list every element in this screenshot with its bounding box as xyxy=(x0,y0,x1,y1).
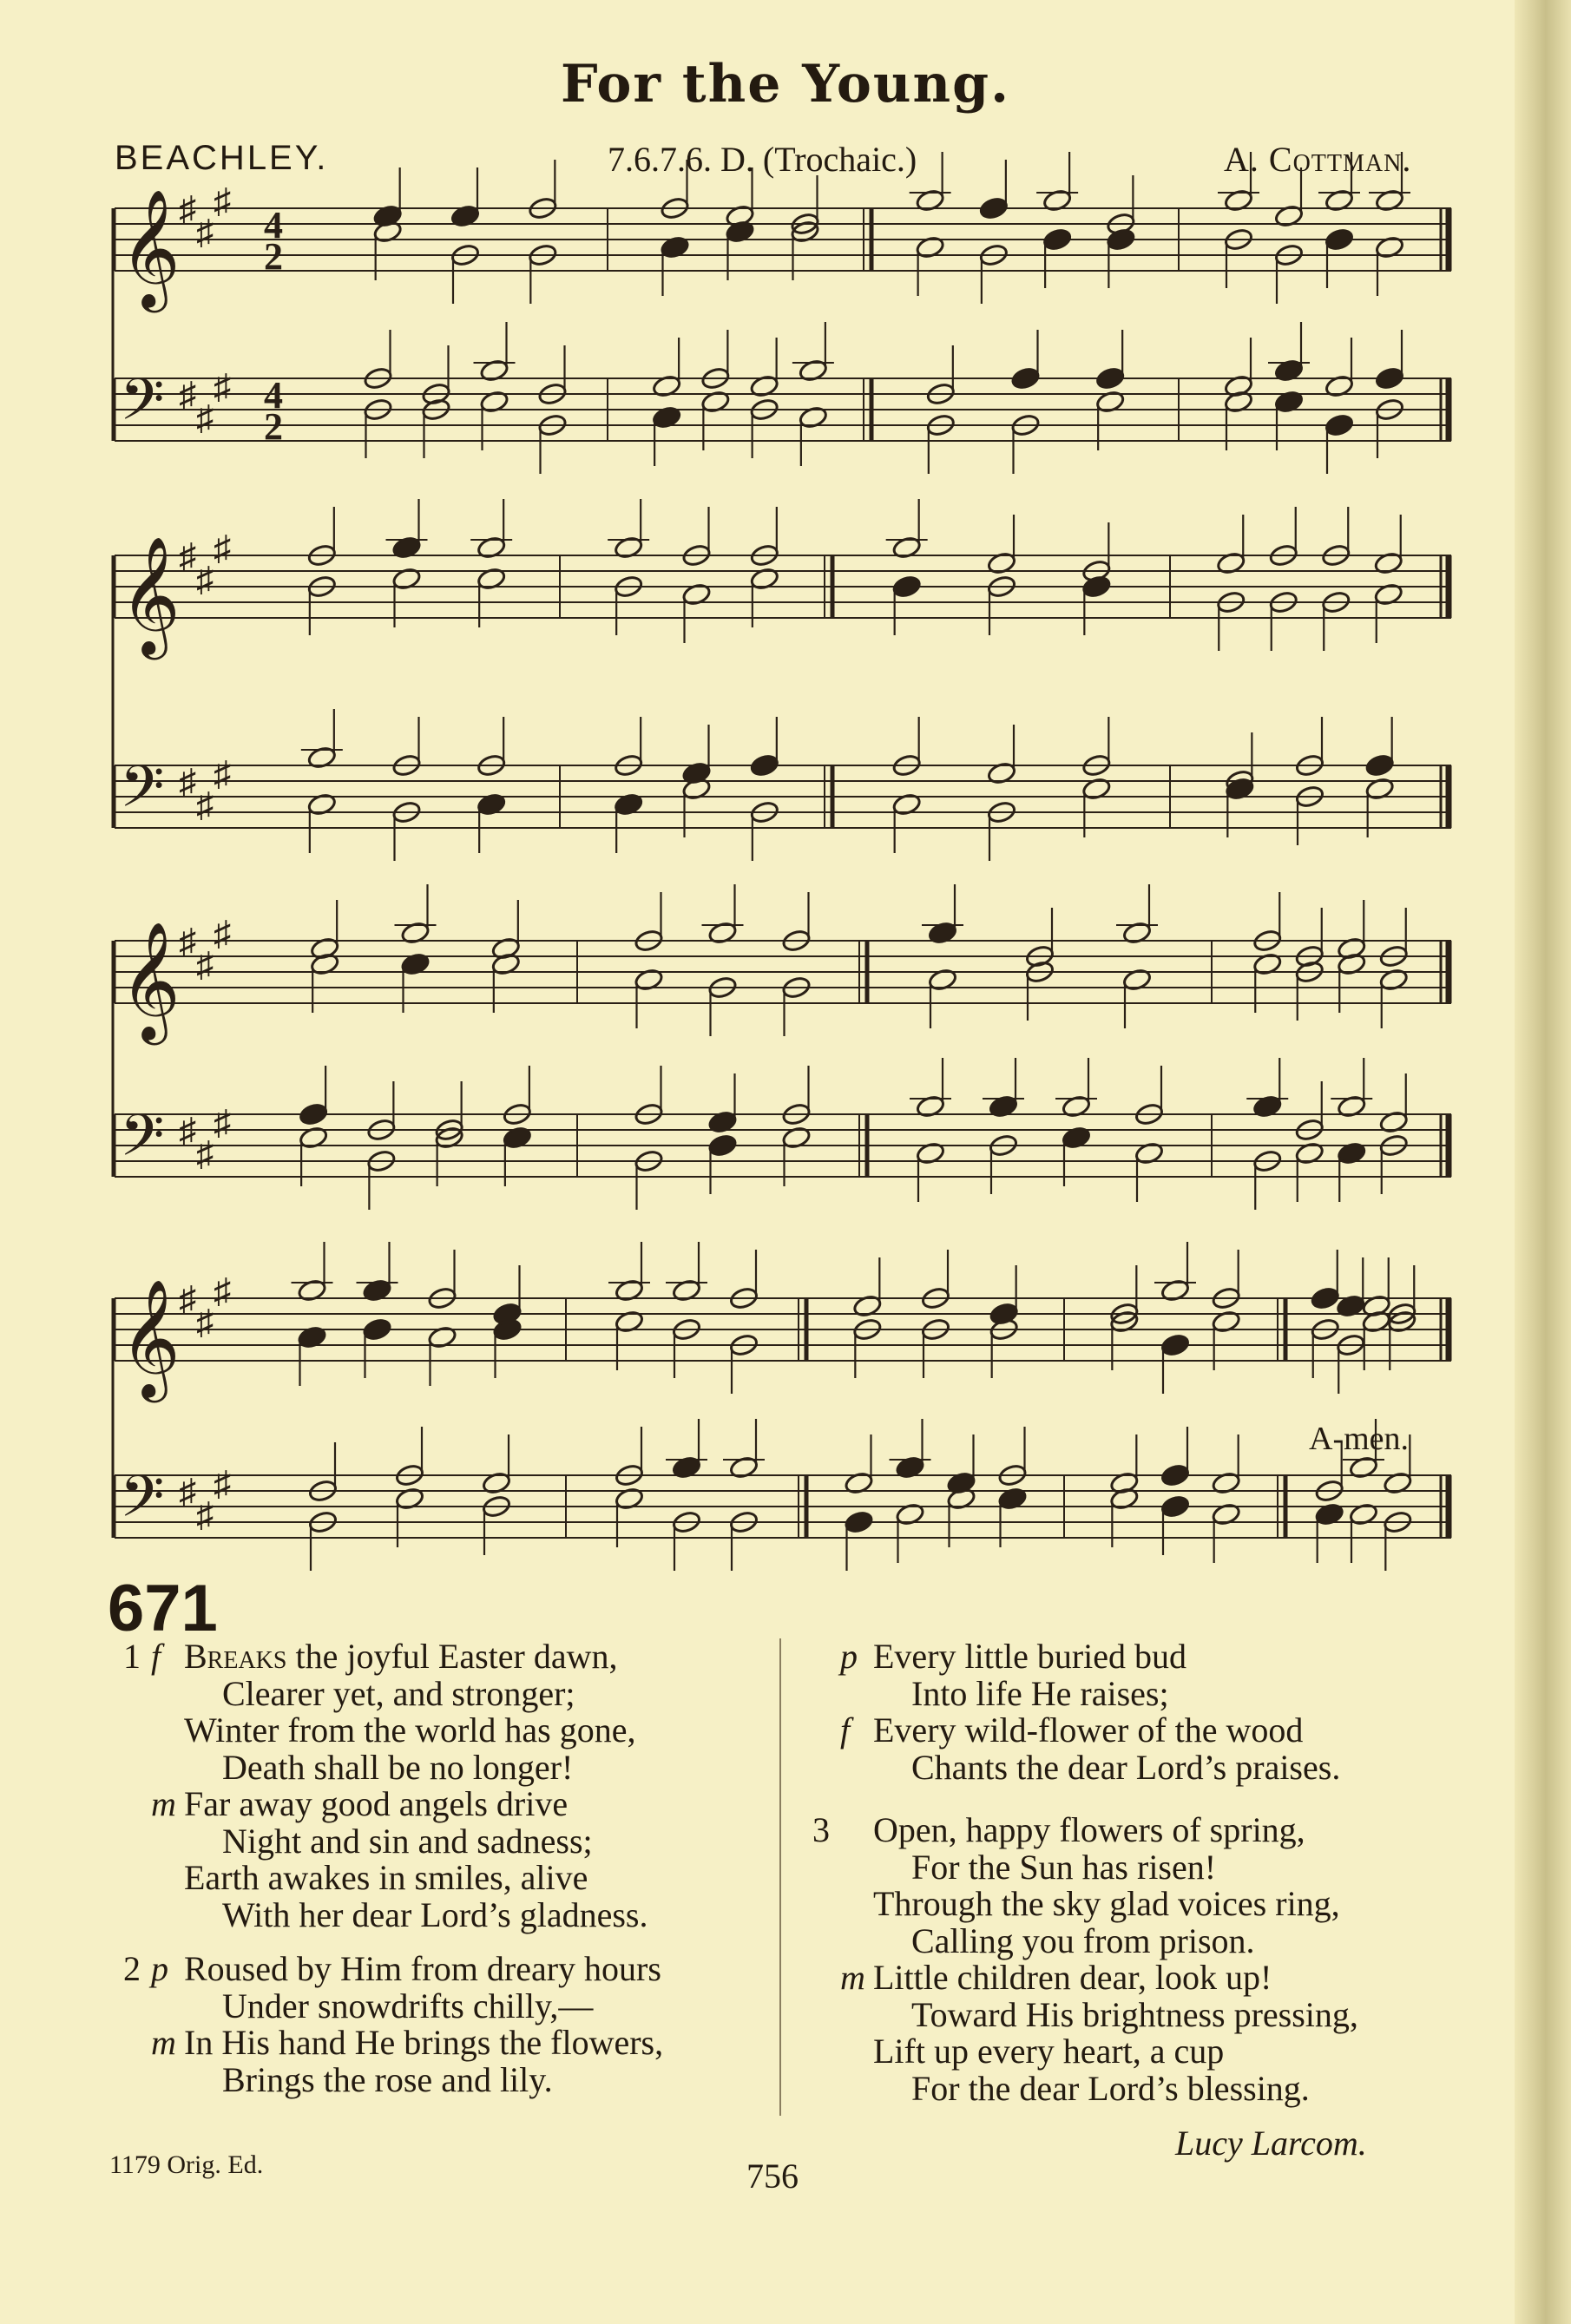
verse-line xyxy=(873,1920,1358,1960)
sharp-sign: ♯ xyxy=(179,1472,196,1511)
edition-footnote: 1179 Orig. Ed. xyxy=(109,2150,264,2179)
verse-line xyxy=(151,1784,663,1823)
hymn-author: Lucy Larcom. xyxy=(1175,2124,1367,2163)
page-number: 756 xyxy=(746,2157,799,2196)
verse-line-text: With her dear Lord’s gladness. xyxy=(222,1894,648,1934)
verse-line-text: Under snowdrifts chilly,— xyxy=(222,1986,594,2025)
verse-line-text: Winter from the world has gone, xyxy=(184,1710,636,1750)
bass-clef: 𝄢 xyxy=(120,1102,165,1183)
bass-clef: 𝄢 xyxy=(120,753,165,834)
verse-line-text: Clearer yet, and stronger; xyxy=(222,1673,575,1713)
verse-line xyxy=(123,1949,663,1988)
verse-line-text: Toward His brightness pressing, xyxy=(911,1994,1358,2034)
verse-line xyxy=(873,1886,1358,1923)
sharp-sign: ♯ xyxy=(179,536,196,575)
sharp-sign: ♯ xyxy=(196,785,214,824)
quarter-note xyxy=(1095,366,1126,391)
treble-clef: 𝄞 xyxy=(120,920,181,1040)
quarter-note xyxy=(1042,227,1073,252)
tune-meter: 7.6.7.6. D. (Trochaic.) xyxy=(608,140,917,179)
treble-clef: 𝄞 xyxy=(120,1277,181,1397)
amen-label: A-men. xyxy=(1309,1421,1410,1457)
verse-column-left xyxy=(123,1637,664,2099)
verse-line xyxy=(184,1860,663,1897)
verse-line xyxy=(873,1673,1358,1713)
quarter-note xyxy=(299,1102,329,1126)
verse-line-text: Calling you from prison. xyxy=(911,1920,1255,1960)
hymn-number: 671 xyxy=(108,1572,218,1645)
verse-line xyxy=(184,2059,663,2099)
treble-clef: 𝄞 xyxy=(120,187,181,307)
quarter-note xyxy=(1160,1333,1191,1357)
verse-line-text: Earth awakes in smiles, alive xyxy=(184,1858,588,1897)
verse-line-text: Death shall be no longer! xyxy=(222,1747,574,1787)
quarter-note xyxy=(1010,366,1041,391)
verse-number: 3 xyxy=(812,1810,830,1849)
verse-line-text: Lift up every heart, a cup xyxy=(873,2032,1225,2071)
dynamic-marking: f xyxy=(840,1710,851,1750)
verse-lead-word: Breaks xyxy=(184,1637,287,1676)
dynamic-marking: m xyxy=(151,1784,176,1823)
verse-line-text: Chants the dear Lord’s praises. xyxy=(911,1747,1341,1787)
sharp-sign: ♯ xyxy=(214,181,231,220)
verse-line xyxy=(151,2023,664,2062)
bass-clef: 𝄢 xyxy=(120,366,165,447)
treble-clef: 𝄞 xyxy=(120,535,181,654)
time-signature-bottom: 2 xyxy=(264,235,283,278)
verse-number: 1 xyxy=(123,1637,141,1676)
sharp-sign: ♯ xyxy=(196,1134,214,1173)
verse-line xyxy=(873,2068,1358,2108)
dynamic-marking: p xyxy=(151,1949,168,1988)
verse-line xyxy=(184,1894,663,1934)
verse-line xyxy=(184,1823,663,1861)
verse-line-text: Through the sky glad voices ring, xyxy=(873,1884,1340,1923)
verse-line xyxy=(873,1849,1358,1887)
verse-line-text: Roused by Him from dreary hours xyxy=(184,1949,661,1988)
quarter-note xyxy=(891,574,922,599)
sharp-sign: ♯ xyxy=(196,398,214,437)
quarter-note xyxy=(979,196,1009,220)
sharp-sign: ♯ xyxy=(179,1279,196,1318)
time-signature-bottom: 2 xyxy=(264,405,283,448)
tune-composer: A. Cottman. xyxy=(1224,140,1412,179)
sharp-sign: ♯ xyxy=(179,375,196,414)
quarter-note xyxy=(362,1317,392,1342)
quarter-note xyxy=(1160,1494,1191,1519)
sharp-sign: ♯ xyxy=(196,213,214,252)
verse-line-text: Every little buried bud xyxy=(873,1637,1187,1676)
verse-line-text: Night and sin and sadness; xyxy=(222,1821,593,1861)
sharp-sign: ♯ xyxy=(179,922,196,961)
time-signature-top: 4 xyxy=(264,374,283,417)
quarter-note xyxy=(1375,366,1405,391)
verse-line-text: the joyful Easter dawn, xyxy=(286,1637,618,1676)
sharp-sign: ♯ xyxy=(214,528,231,568)
verse-line xyxy=(184,1747,663,1787)
dynamic-marking: p xyxy=(840,1637,858,1676)
dynamic-marking: m xyxy=(151,2023,176,2062)
verse-line-text: Open, happy flowers of spring, xyxy=(873,1810,1305,1849)
sharp-sign: ♯ xyxy=(196,945,214,984)
quarter-note xyxy=(1325,227,1355,252)
verse-column-right xyxy=(812,1637,1358,2108)
verse-line-text: Far away good angels drive xyxy=(184,1784,569,1823)
sharp-sign: ♯ xyxy=(214,1464,231,1503)
sharp-sign: ♯ xyxy=(196,560,214,599)
time-signature-top: 4 xyxy=(264,204,283,246)
verse-line xyxy=(840,1958,1358,1997)
quarter-note xyxy=(1364,753,1395,778)
verse-line xyxy=(184,1712,663,1750)
sharp-sign: ♯ xyxy=(196,1495,214,1534)
verse-number: 2 xyxy=(123,1949,141,1988)
quarter-note xyxy=(1310,1286,1340,1310)
sharp-sign: ♯ xyxy=(179,189,196,228)
verse-line-text: Brings the rose and lily. xyxy=(222,2059,553,2099)
verse-line-text: Little children dear, look up! xyxy=(873,1958,1272,1997)
verse-line xyxy=(123,1637,663,1676)
verse-line xyxy=(840,1637,1358,1676)
verse-line-text: For the Sun has risen! xyxy=(911,1847,1217,1887)
verse-line xyxy=(184,1988,663,2025)
dynamic-marking: f xyxy=(151,1637,161,1676)
sharp-sign: ♯ xyxy=(214,367,231,406)
verse-line xyxy=(873,1994,1358,2034)
verse-line-text: Into life He raises; xyxy=(911,1673,1169,1713)
quarter-note xyxy=(1325,413,1355,437)
verse-line xyxy=(873,1747,1358,1787)
quarter-note xyxy=(1160,1463,1191,1487)
quarter-note xyxy=(749,753,779,778)
page-title: For the Young. xyxy=(561,54,1010,115)
sharp-sign: ♯ xyxy=(179,1111,196,1150)
verse-line xyxy=(812,1810,1358,1849)
sharp-sign: ♯ xyxy=(196,1303,214,1342)
sharp-sign: ♯ xyxy=(214,914,231,953)
column-divider xyxy=(779,1638,781,2116)
sharp-sign: ♯ xyxy=(179,762,196,801)
quarter-note xyxy=(707,1133,738,1158)
sharp-sign: ♯ xyxy=(214,1103,231,1142)
verse-line-text: In His hand He brings the flowers, xyxy=(184,2023,664,2062)
verse-line xyxy=(840,1710,1358,1750)
quarter-note xyxy=(844,1510,874,1534)
verse-line xyxy=(873,2033,1358,2071)
sharp-sign: ♯ xyxy=(214,1271,231,1310)
verse-line-text: For the dear Lord’s blessing. xyxy=(911,2068,1310,2108)
bass-clef: 𝄢 xyxy=(120,1463,165,1544)
tune-name: BEACHLEY. xyxy=(115,139,329,177)
dynamic-marking: m xyxy=(840,1958,865,1997)
verse-line xyxy=(184,1673,663,1713)
sharp-sign: ♯ xyxy=(214,754,231,793)
verse-line-text: Every wild-flower of the wood xyxy=(873,1710,1304,1750)
